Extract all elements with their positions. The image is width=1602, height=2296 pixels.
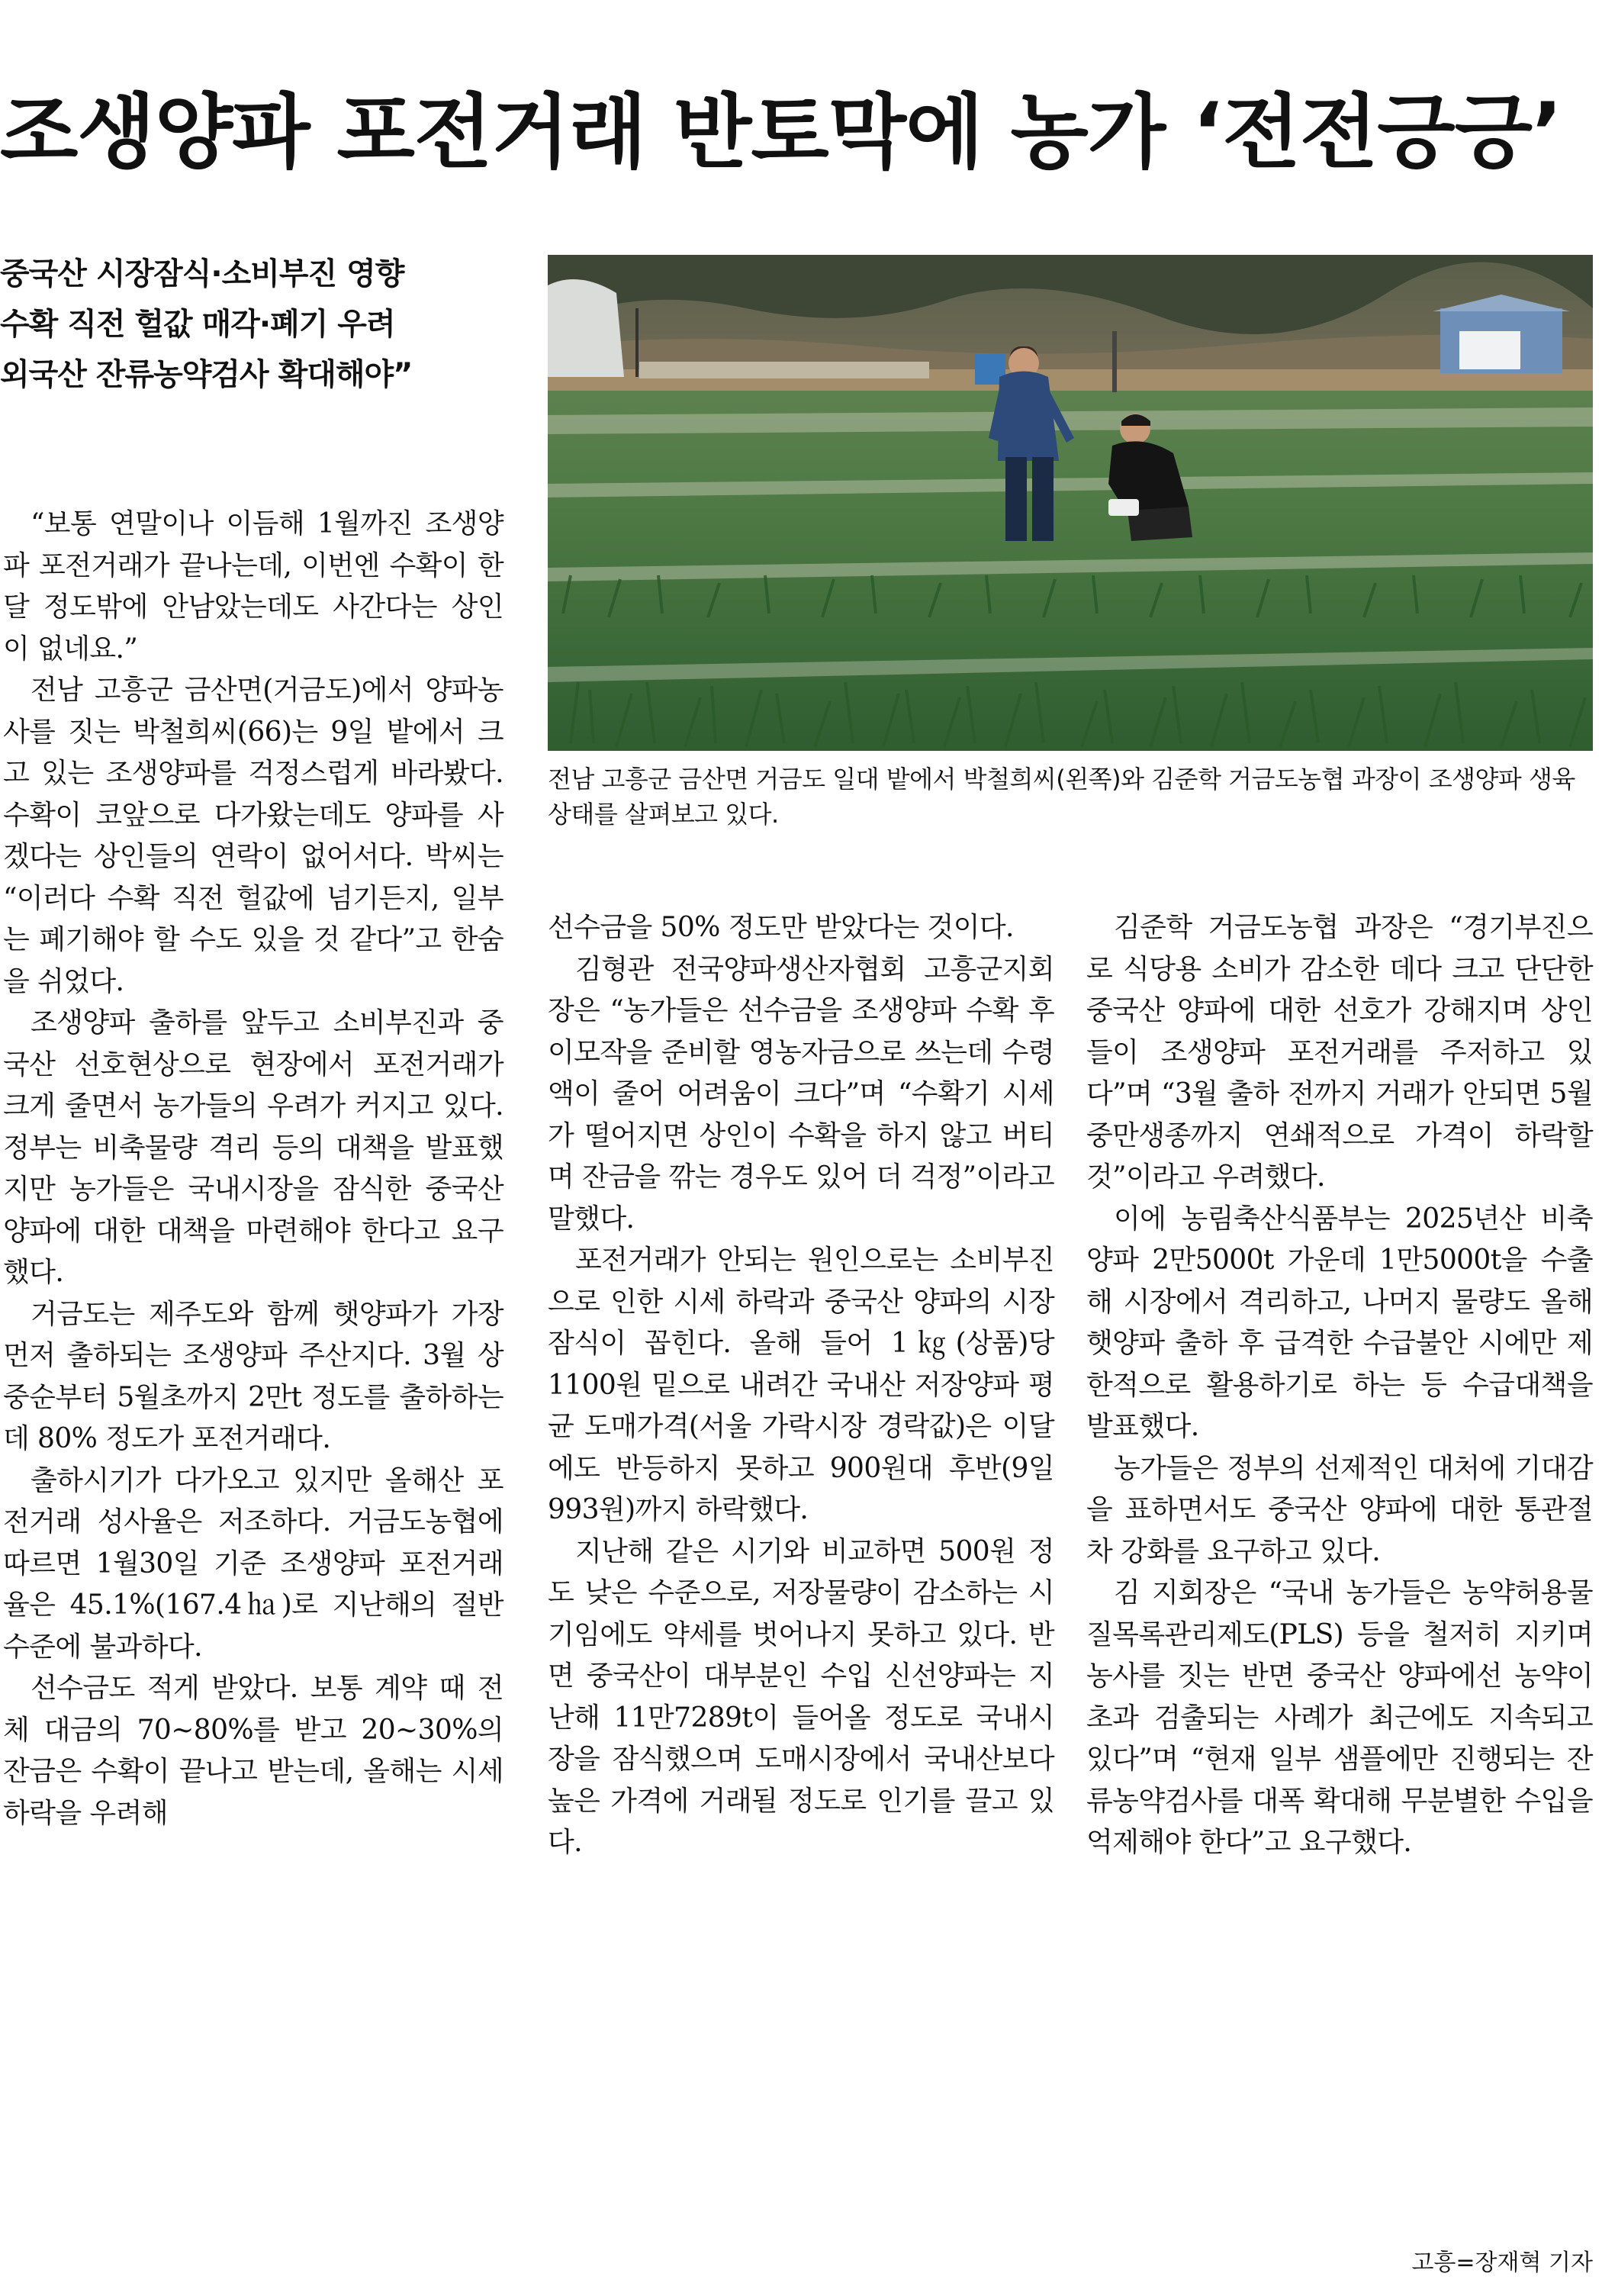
article-column-1: [3, 504, 503, 1834]
headline: 조생양파 포전거래 반토막에 농가 ‘전전긍긍’: [0, 85, 1562, 179]
paragraph: 거금도는 제주도와 함께 햇양파가 가장 먼저 출하되는 조생양파 주산지다. 3월 상중순부터 5월초까지 2만t 정도를 출하하는데 80% 정도가 포전거래다.: [3, 1298, 503, 1454]
paragraph: 조생양파 출하를 앞두고 소비부진과 중국산 선호현상으로 현장에서 포전거래가 크게 줄면서 농가들의 우려가 커지고 있다. 정부는 비축물량 격리 등의 대책을 발표했지만 농가들은 국내시장을 잠식한 중국산 양파에 대한 대책을 마련해야 한다고 요구했다.: [3, 1007, 503, 1288]
subheadline-line-3: 외국산 잔류농약검사 확대해야”: [0, 357, 413, 392]
subheadline: [0, 249, 519, 400]
paragraph: 김준학 거금도농협 과장은 “경기부진으로 식당용 소비가 감소한 데다 크고 단단한 중국산 양파에 대한 선호가 강해지며 상인들이 조생양파 포전거래를 주저하고 있다”며 “3월 출하 전까지 거래가 안되면 5월 중만생종까지 연쇄적으로 가격이 하락할 것”이라고 우려했다.: [1086, 912, 1593, 1193]
paragraph: 출하시기가 다가오고 있지만 올해산 포전거래 성사율은 저조하다. 거금도농협에 따르면 1월30일 기준 조생양파 포전거래율은 45.1%(167.4㏊)로 지난해의 절반 수준에 불과하다.: [3, 1464, 503, 1663]
paragraph: 지난해 같은 시기와 비교하면 500원 정도 낮은 수준으로, 저장물량이 감소하는 시기임에도 약세를 벗어나지 못하고 있다. 반면 중국산이 대부분인 수입 신선양파는 지난해 11만7289t이 들어올 정도로 국내시장을 잠식했으며 도매시장에서 국내산보다 높은 가격에 거래될 정도로 인기를 끌고 있다.: [548, 1535, 1054, 1858]
byline: 고흥=장재혁 기자: [1411, 2249, 1593, 2276]
photo-caption: 전남 고흥군 금산면 거금도 일대 밭에서 박철희씨(왼쪽)와 김준학 거금도농협 과장이 조생양파 생육 상태를 살펴보고 있다.: [548, 765, 1575, 829]
paragraph: 농가들은 정부의 선제적인 대처에 기대감을 표하면서도 중국산 양파에 대한 통관절차 강화를 요구하고 있다.: [1086, 1452, 1593, 1567]
subheadline-line-1: 중국산 시장잠식·소비부진 영향: [0, 256, 404, 291]
paragraph: 김형관 전국양파생산자협회 고흥군지회장은 “농가들은 선수금을 조생양파 수확 후 이모작을 준비할 영농자금으로 쓰는데 수령액이 줄어 어려움이 크다”며 “수확기 시세가 떨어지면 상인이 수확을 하지 않고 버티며 잔금을 깎는 경우도 있어 더 걱정”이라고 말했다.: [548, 953, 1054, 1235]
paragraph: 전남 고흥군 금산면(거금도)에서 양파농사를 짓는 박철희씨(66)는 9일 밭에서 크고 있는 조생양파를 걱정스럽게 바라봤다. 수확이 코앞으로 다가왔는데도 양파를 사겠다는 상인들의 연락이 없어서다. 박씨는 “이러다 수확 직전 헐값에 넘기든지, 일부는 폐기해야 할 수도 있을 것 같다”고 한숨을 쉬었다.: [3, 675, 503, 997]
article-column-2: [548, 907, 1054, 1864]
subheadline-line-2: 수확 직전 헐값 매각·폐기 우려: [0, 307, 395, 342]
article-column-3: [1086, 907, 1593, 1864]
paragraph-continued: 선수금을 50% 정도만 받았다는 것이다.: [548, 912, 1014, 943]
paragraph: “보통 연말이나 이듬해 1월까진 조생양파 포전거래가 끝나는데, 이번엔 수확이 한달 정도밖에 안남았는데도 사간다는 상인이 없네요.”: [3, 508, 503, 665]
paragraph: 선수금도 적게 받았다. 보통 계약 때 전체 대금의 70∼80%를 받고 20∼30%의 잔금은 수확이 끝나고 받는데, 올해는 시세하락을 우려해: [3, 1673, 503, 1829]
paragraph: 김 지회장은 “국내 농가들은 농약허용물질목록관리제도(PLS) 등을 철저히 지키며 농사를 짓는 반면 중국산 양파에선 농약이 초과 검출되는 사례가 최근에도 지속되고 있다”며 “현재 일부 샘플에만 진행되는 잔류농약검사를 대폭 확대해 무분별한 수입을 억제해야 한다”고 요구했다.: [1086, 1577, 1593, 1858]
paragraph: 포전거래가 안되는 원인으로는 소비부진으로 인한 시세 하락과 중국산 양파의 시장 잠식이 꼽힌다. 올해 들어 1㎏(상품)당 1100원 밑으로 내려간 국내산 저장양파 평균 도매가격(서울 가락시장 경락값)은 이달에도 반등하지 못하고 900원대 후반(9일 993원)까지 하락했다.: [548, 1245, 1054, 1525]
news-photo: [548, 255, 1593, 751]
paragraph: 이에 농림축산식품부는 2025년산 비축 양파 2만5000t 가운데 1만5000t을 수출해 시장에서 격리하고, 나머지 물량도 올해 햇양파 출하 후 급격한 수급불안 시에만 제한적으로 활용하기로 하는 등 수급대책을 발표했다.: [1086, 1203, 1593, 1442]
